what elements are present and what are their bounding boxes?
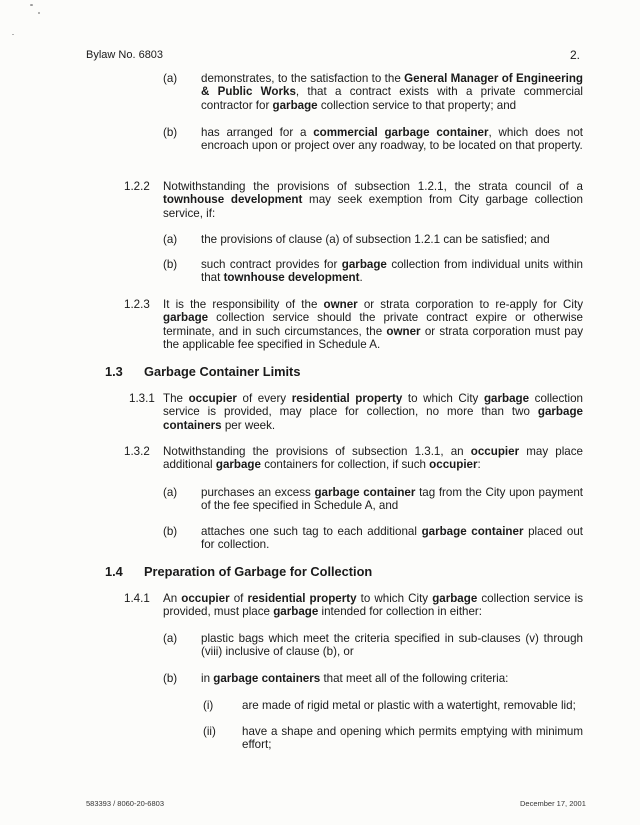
- clause-text: such contract provides for garbage collection from individual units within that townhouse development.: [201, 258, 583, 285]
- section-title: Preparation of Garbage for Collection: [144, 564, 373, 579]
- subclause-text: have a shape and opening which permits emptying with minimum effort;: [242, 725, 583, 752]
- clause-text: the provisions of clause (a) of subsection 1.2.1 can be satisfied; and: [201, 233, 550, 246]
- page-number: 2.: [570, 48, 581, 62]
- subclause-label: (ii): [203, 725, 216, 738]
- document-date: December 17, 2001: [520, 799, 586, 808]
- scan-speck: [12, 34, 14, 35]
- clause-text: in garbage containers that meet all of the following criteria:: [201, 672, 509, 685]
- section-title: Garbage Container Limits: [144, 364, 301, 379]
- clause-label: (b): [163, 525, 178, 538]
- clause-text: attaches one such tag to each additional garbage container placed out for collection.: [201, 525, 583, 552]
- subclause-text: are made of rigid metal or plastic with a watertight, removable lid;: [242, 699, 576, 712]
- clause-label: (b): [163, 258, 178, 271]
- subsection-text: Notwithstanding the provisions of subsection 1.2.1, the strata council of a townhouse development may seek exemption from City garbage collection service, if:: [163, 180, 583, 220]
- subsection-text: Notwithstanding the provisions of subsection 1.3.1, an occupier may place additional garbage containers for collection, if such occupier:: [163, 445, 584, 472]
- subclause-label: (i): [203, 699, 214, 712]
- subsection-number: 1.3.2: [124, 445, 150, 458]
- subsection-number: 1.2.2: [124, 180, 150, 193]
- clause-label: (a): [163, 233, 178, 246]
- subsection-text: The occupier of every residential property to which City garbage collection service is provided, may place for collection, no more than two garbage containers per week.: [163, 392, 583, 432]
- subsection-text: It is the responsibility of the owner or strata corporation to re-apply for City garbage collection service should the private contract expire or otherwise terminate, and in such circumstances, the owner or strata corporation must pay the applicable fee specified in Schedule A.: [163, 298, 584, 352]
- section-number: 1.3: [105, 364, 123, 379]
- clause-text: demonstrates, to the satisfaction to the General Manager of Engineering & Public Works, that a contract exists with a private commercial contractor for garbage collection service to that property; and: [201, 72, 584, 112]
- subsection-text: An occupier of residential property to which City garbage collection service is provided, must place garbage intended for collection in either:: [163, 592, 583, 619]
- clause-text: plastic bags which meet the criteria specified in sub-clauses (v) through (viii) inclusive of clause (b), or: [201, 632, 583, 659]
- clause-label: (a): [163, 632, 178, 645]
- clause-label: (a): [163, 72, 178, 85]
- clause-text: purchases an excess garbage container tag from the City upon payment of the fee specified in Schedule A, and: [201, 486, 583, 513]
- scan-speck: [30, 4, 33, 6]
- clause-text: has arranged for a commercial garbage container, which does not encroach upon or project over any roadway, to be located on that property.: [201, 126, 583, 153]
- subsection-number: 1.3.1: [129, 392, 155, 405]
- clause-label: (a): [163, 486, 178, 499]
- bylaw-number: Bylaw No. 6803: [86, 49, 164, 61]
- subsection-number: 1.4.1: [124, 592, 150, 605]
- section-number: 1.4: [105, 564, 123, 579]
- clause-label: (b): [163, 672, 178, 685]
- document-reference: 583393 / 8060-20-6803: [86, 799, 164, 808]
- clause-label: (b): [163, 126, 178, 139]
- subsection-number: 1.2.3: [124, 298, 150, 311]
- scan-speck: [38, 12, 40, 14]
